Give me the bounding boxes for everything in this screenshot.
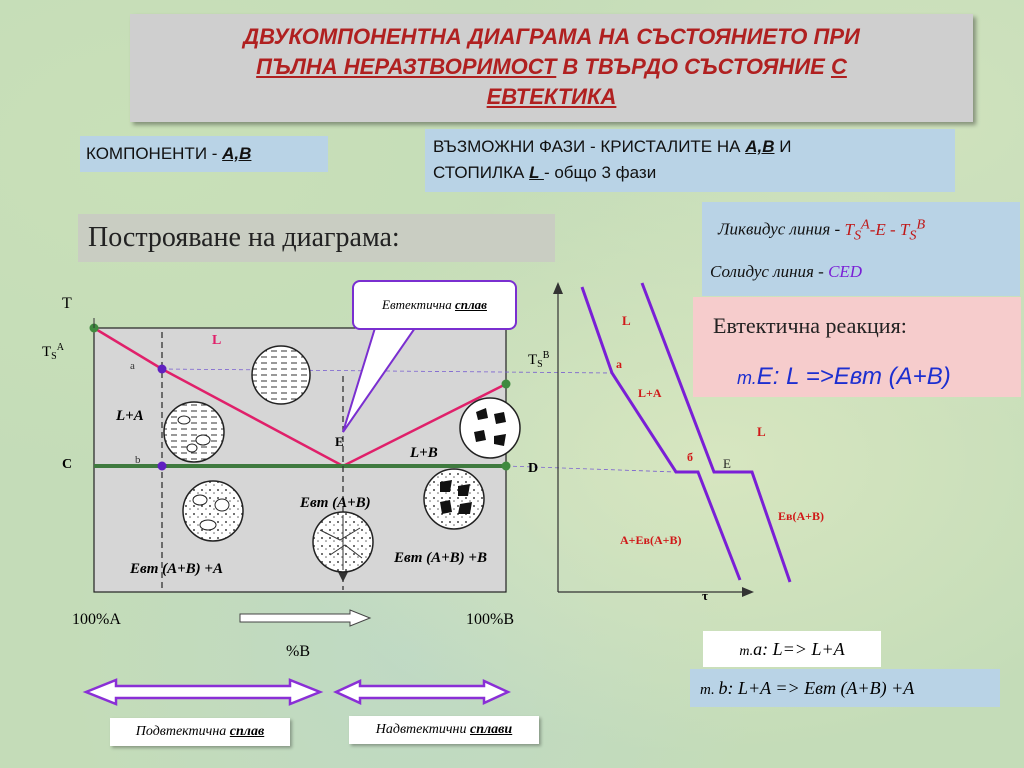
composition-arrow <box>240 610 370 626</box>
liquidus-s1: S <box>853 227 862 244</box>
cool-AevAB: A+Ев(A+B) <box>620 533 682 547</box>
title-line3: ЕВТЕКТИКА <box>486 84 617 109</box>
point-a-text: a: L=> L+A <box>753 639 845 659</box>
label-a: a <box>130 360 135 372</box>
micro-eutectic-plus-a <box>183 481 243 541</box>
point-d <box>502 462 511 471</box>
micro-l-plus-b <box>460 398 520 458</box>
point-a <box>158 365 167 374</box>
eutectic-heading: Евтектична реакция: <box>713 313 907 338</box>
cool-a: a <box>616 357 622 371</box>
title-line1: ДВУКОМПОНЕНТНА ДИАГРАМА НА СЪСТОЯНИЕТО ПРИ <box>243 24 860 49</box>
eutectic-alloy-callout <box>352 280 517 330</box>
point-b <box>158 462 167 471</box>
cool-tau: τ <box>702 588 708 603</box>
phases-text2: И <box>774 137 792 156</box>
phases-text1: ВЪЗМОЖНИ ФАЗИ - КРИСТАЛИТЕ НА <box>433 137 746 156</box>
cool-b: б <box>687 450 693 464</box>
hyper-range-arrow <box>336 681 508 703</box>
cool-E: E <box>723 456 731 471</box>
label-evtB: Евт (A+B) +B <box>394 550 487 566</box>
micro-liquid <box>252 346 310 404</box>
point-b-prefix: т. <box>700 682 719 698</box>
cool-L2: L <box>757 424 766 439</box>
label-100B: 100%B <box>466 611 514 628</box>
eutectic-formula-text: E: L =>Евт (A+B) <box>756 363 951 390</box>
liquidus-mid: -E - T <box>869 219 910 239</box>
phases-text3: СТОПИЛКА <box>433 163 530 182</box>
label-pctB: %B <box>286 643 310 660</box>
hyper-word: сплави <box>469 722 513 737</box>
liquidus-b: B <box>916 216 926 232</box>
point-b-text: b: L+A => Евт (A+B) +A <box>718 678 915 698</box>
components-value: А,В <box>222 144 252 163</box>
micro-l-plus-a <box>164 402 224 462</box>
cooling-y-arrow <box>553 282 563 294</box>
solidus-label: Солидус линия - <box>710 262 829 281</box>
components-label: КОМПОНЕНТИ - <box>86 144 223 163</box>
cool-L1: L <box>622 313 631 328</box>
liquidus-s2: S <box>909 227 917 244</box>
label-100A: 100%A <box>72 611 121 628</box>
cool-LA: L+A <box>638 386 662 400</box>
callout-text: Евтектична <box>382 297 455 312</box>
build-heading: Построяване на диаграма: <box>78 214 555 262</box>
title-line2-underlined: ПЪЛНА НЕРАЗТВОРИМОСТ <box>256 54 557 79</box>
callout-word: сплав <box>454 297 487 312</box>
label-evt: Евт (A+B) <box>300 495 371 511</box>
hypereutectic-label <box>349 716 539 744</box>
solidus-value: CED <box>828 262 863 281</box>
label-D: D <box>528 461 539 476</box>
cool-evAB: Ев(A+B) <box>778 509 824 523</box>
label-L: L <box>212 333 222 348</box>
label-tsb: $T_S^B$ <box>528 350 550 370</box>
label-C: C <box>62 457 73 472</box>
label-LA: L+A <box>116 408 144 424</box>
label-E: E <box>335 434 344 449</box>
hypo-range-arrow <box>86 680 320 704</box>
liquidus-t1: T <box>844 219 854 239</box>
title-line2-c: С <box>830 54 847 79</box>
label-b: b <box>135 454 141 466</box>
label-evtA: Евт (A+B) +A <box>130 561 223 577</box>
point-tsb <box>502 380 511 389</box>
micro-eutectic <box>313 512 373 572</box>
liquidus-label: Ликвидус линия - <box>718 219 845 239</box>
eutectic-prefix: т. <box>737 368 757 388</box>
hyper-text: Надвтектични <box>375 722 470 737</box>
hypo-text: Подвтектична <box>135 724 230 739</box>
label-T: T <box>62 295 72 312</box>
phases-text4: - общо 3 фази <box>543 163 657 182</box>
phases-ab: А,В <box>745 137 775 156</box>
title-line2-rest: В ТВЪРДО СЪСТОЯНИЕ <box>556 54 831 79</box>
label-tsa: $T_S^A$ <box>42 342 64 362</box>
point-a-prefix: т. <box>739 644 754 659</box>
liquidus-a: A <box>861 216 870 232</box>
cooling-x-arrow <box>742 587 754 597</box>
hypo-word: сплав <box>229 724 265 739</box>
phases-l: L <box>529 163 544 182</box>
label-LB: L+B <box>410 445 438 461</box>
micro-eutectic-plus-b <box>424 469 484 529</box>
hypoeutectic-label <box>110 718 290 746</box>
